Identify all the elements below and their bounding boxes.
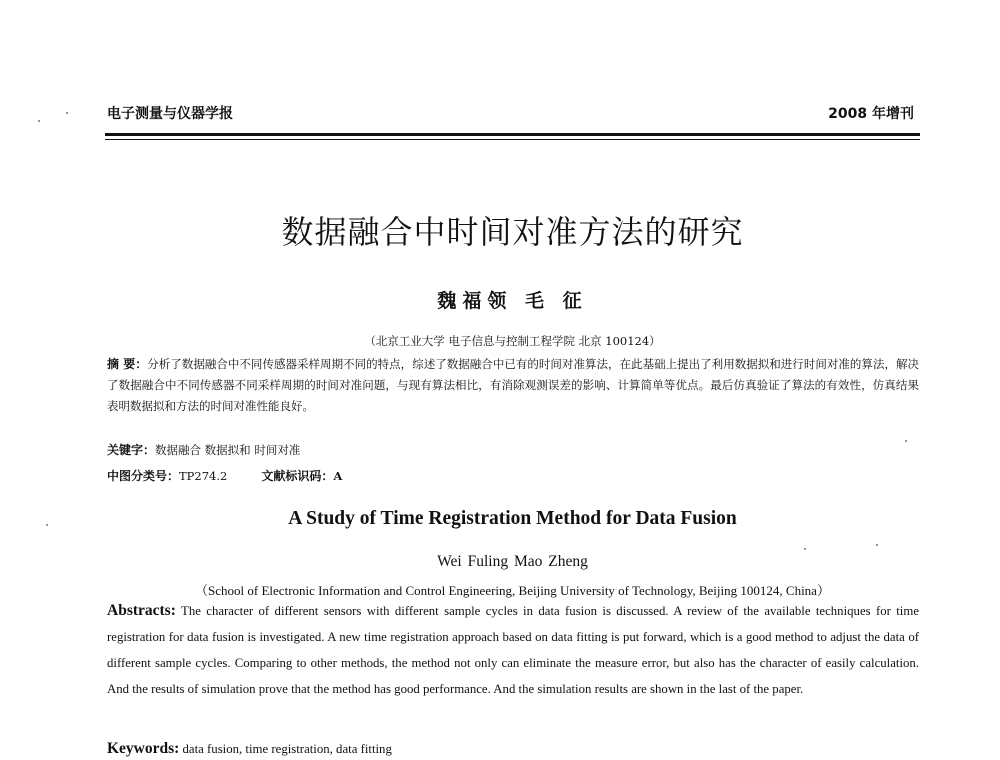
scan-speck [38, 120, 40, 122]
chinese-keywords [107, 440, 919, 461]
scan-speck [46, 524, 48, 526]
english-title: A Study of Time Registration Method for Data Fusion [288, 508, 737, 529]
issue-label: 2008 年增刊 [828, 106, 914, 122]
chinese-abstract [107, 354, 919, 417]
english-abstract-label: Abstracts: [107, 602, 176, 619]
chinese-affiliation: （北京工业大学 电子信息与控制工程学院 北京 100124） [364, 334, 661, 348]
classification-line [107, 466, 919, 487]
chinese-keywords-text: 数据融合 数据拟和 时间对准 [155, 443, 301, 457]
english-keywords-text: data fusion, time registration, data fitting [182, 742, 392, 756]
header-rule-thick [105, 133, 920, 136]
scan-speck [876, 544, 878, 546]
scan-speck [804, 548, 806, 550]
english-abstract-text: The character of different sensors with different sample cycles in data fusion is discussed. A review of the available techniques for time registration for data fusion is investigated. A new time registration approach based on data fitting is put forward, which is a good method to adjust the data of different sample cycles. Comparing to other methods, the method not only can eliminate the measure error, but also has the character of easily calculation. And the results of simulation prove that the method has good performance. And the simulation results are shown in the last of the paper. [107, 604, 919, 696]
english-keywords-label: Keywords: [107, 740, 180, 757]
scan-speck [66, 112, 68, 114]
english-affiliation: （School of Electronic Information and Control Engineering, Beijing University of Technology, Beijing 100124, China） [195, 583, 830, 598]
chinese-keywords-label: 关键字： [107, 443, 156, 457]
scan-speck [905, 440, 907, 442]
document-code-value: A [333, 469, 343, 483]
class-number-value: TP274.2 [179, 469, 228, 483]
journal-name: 电子测量与仪器学报 [107, 106, 233, 122]
header-rule-thin [105, 139, 920, 140]
chinese-title: 数据融合中时间对准方法的研究 [281, 213, 744, 251]
english-keywords [107, 736, 919, 760]
document-code-label: 文献标识码： [261, 469, 334, 483]
chinese-abstract-label: 摘 要： [107, 357, 148, 371]
chinese-abstract-text: 分析了数据融合中不同传感器采样周期不同的特点，综述了数据融合中已有的时间对准算法，在此基础上提出了利用数据拟和进行时间对准的算法，解决了数据融合中不同传感器不同采样周期的时间对准问题，与现有算法相比，有消除观测误差的影响、计算简单等优点。最后仿真验证了算法的有效性，仿真结果表明数据拟和方法的时间对准性能良好。 [107, 357, 919, 413]
chinese-authors: 魏福领 毛 征 [437, 290, 588, 312]
english-abstract [107, 598, 919, 702]
english-authors: Wei Fuling Mao Zheng [437, 553, 588, 570]
class-number-label: 中图分类号： [107, 469, 180, 483]
